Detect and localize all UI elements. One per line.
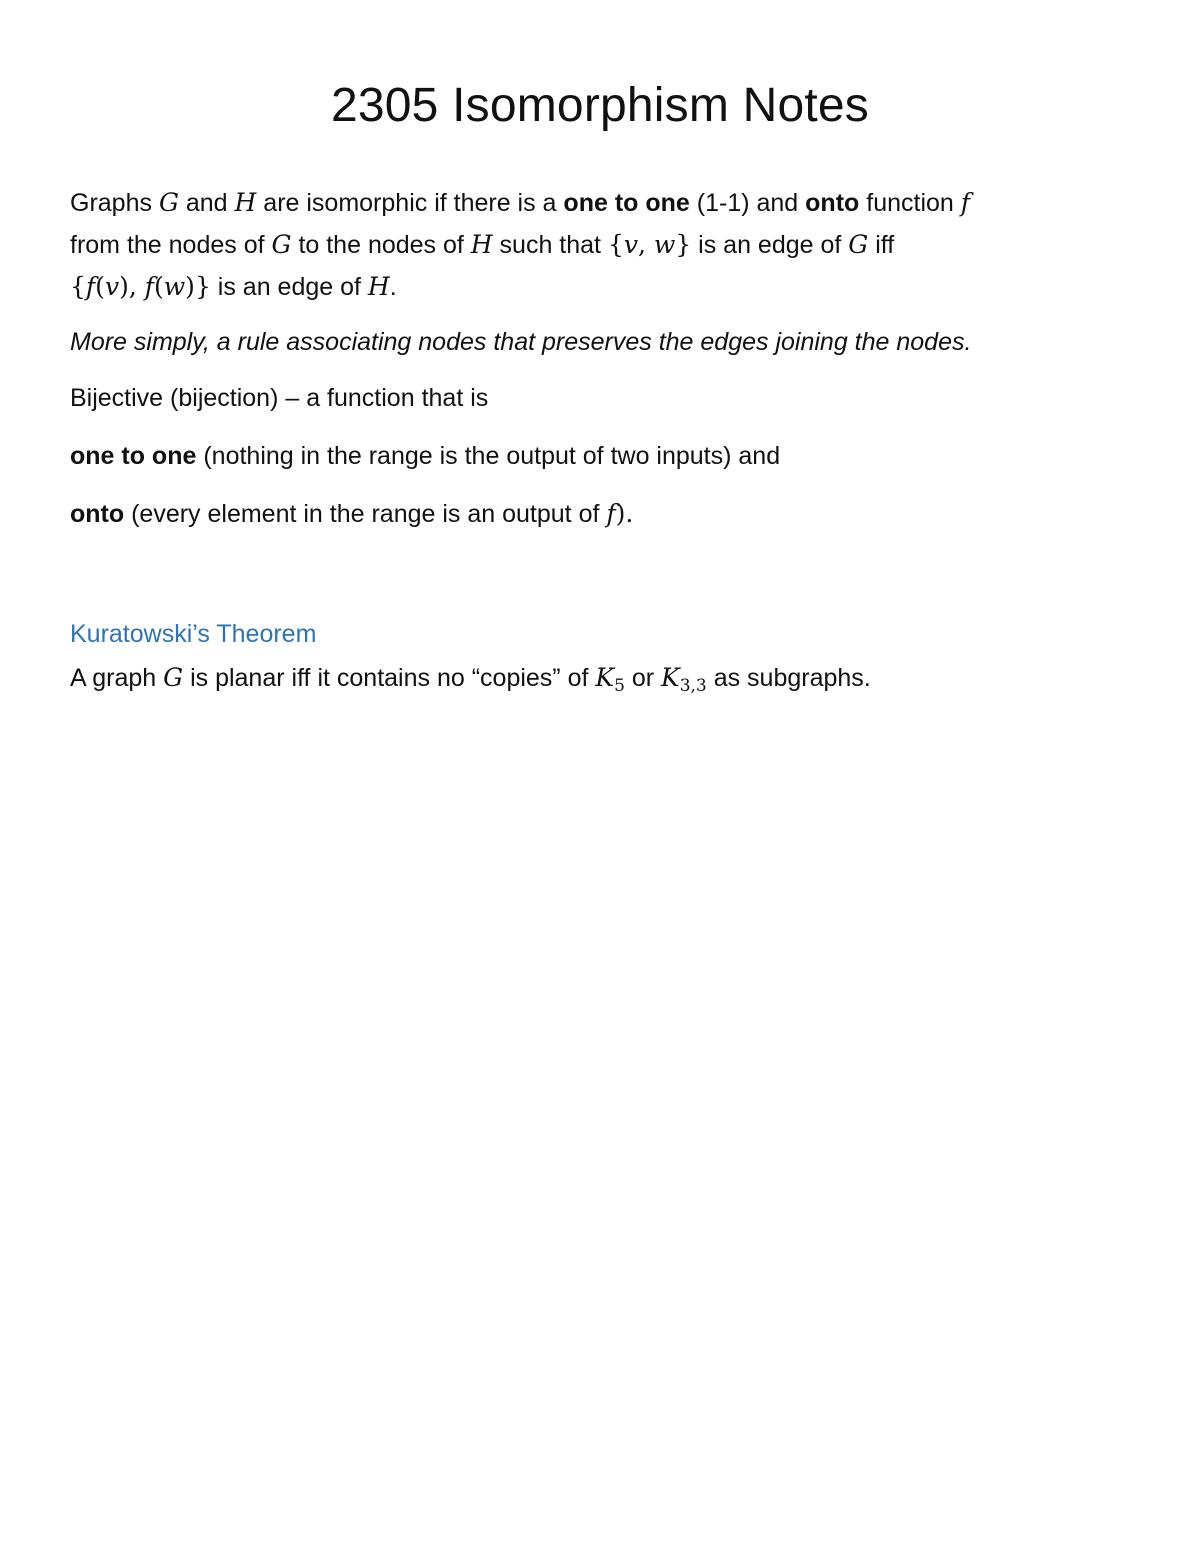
onto-text: (every element in the range is an output of: [124, 500, 607, 528]
math-f: f: [606, 499, 616, 528]
bold-one-to-one: one to one: [70, 442, 197, 470]
def-text-2: and: [178, 189, 235, 217]
math-H: H: [470, 230, 493, 259]
def-text-12: .: [389, 273, 397, 301]
def-text-11: is an edge of: [210, 273, 368, 301]
def-text-4: (1-1) and: [689, 189, 806, 217]
bold-onto: onto: [805, 189, 860, 217]
math-lparen: (: [95, 272, 105, 301]
def-text-8: such that: [492, 231, 608, 259]
bold-onto: onto: [70, 500, 125, 528]
def-text-7: to the nodes of: [291, 231, 471, 259]
math-v: v: [623, 230, 638, 259]
math-H: H: [234, 188, 257, 217]
math-w: w: [653, 230, 676, 259]
math-H: H: [367, 272, 390, 301]
def-text-5: function: [859, 189, 961, 217]
kuratowski-heading: Kuratowski’s Theorem: [70, 620, 317, 648]
math-rbrace: }: [675, 230, 692, 259]
kur-text-1: A graph: [70, 664, 164, 692]
math-comma: ,: [638, 230, 654, 259]
math-lbrace: {: [70, 272, 86, 301]
math-f: f: [144, 272, 154, 301]
def-text-10: iff: [868, 231, 895, 259]
math-G: G: [158, 188, 179, 217]
isomorphism-definition: [70, 182, 1140, 308]
onto-definition: [70, 493, 1140, 535]
page-title: 2305 Isomorphism Notes: [331, 79, 869, 132]
math-G: G: [271, 230, 292, 259]
def-text-6: from the nodes of: [70, 231, 272, 259]
math-G: G: [848, 230, 869, 259]
math-lbrace: {: [607, 230, 624, 259]
math-rparen: ): [185, 272, 195, 301]
kuratowski-statement: [70, 657, 1140, 699]
math-G: G: [163, 663, 184, 692]
math-subscript: 3,3: [679, 676, 707, 696]
def-text-3: are isomorphic if there is a: [256, 189, 564, 217]
simply-statement: More simply, a rule associating nodes that preserves the edges joining the nodes.: [70, 328, 972, 356]
kur-text-3: or: [624, 664, 662, 692]
math-comma: ,: [128, 272, 145, 301]
math-rparen: ): [119, 272, 129, 301]
kur-text-4: as subgraphs.: [706, 664, 871, 692]
def-text-1: Graphs: [70, 189, 159, 217]
def-text-9: is an edge of: [691, 231, 849, 259]
math-rbrace: }: [194, 272, 211, 301]
math-lparen: (: [154, 272, 164, 301]
bijective-definition: Bijective (bijection) – a function that is: [70, 384, 489, 412]
one-to-one-definition: [70, 436, 1140, 477]
math-w: w: [163, 272, 186, 301]
bold-one-to-one: one to one: [563, 189, 690, 217]
one-to-one-text: (nothing in the range is the output of two inputs) and: [196, 442, 781, 470]
onto-end: ).: [615, 499, 634, 528]
math-K: K: [661, 663, 680, 692]
math-f: f: [85, 272, 96, 301]
math-f: f: [960, 188, 971, 217]
kur-text-2: is planar iff it contains no “copies” of: [183, 664, 596, 692]
math-K: K: [595, 663, 615, 692]
math-v: v: [104, 272, 120, 301]
math-subscript: 5: [614, 676, 625, 696]
